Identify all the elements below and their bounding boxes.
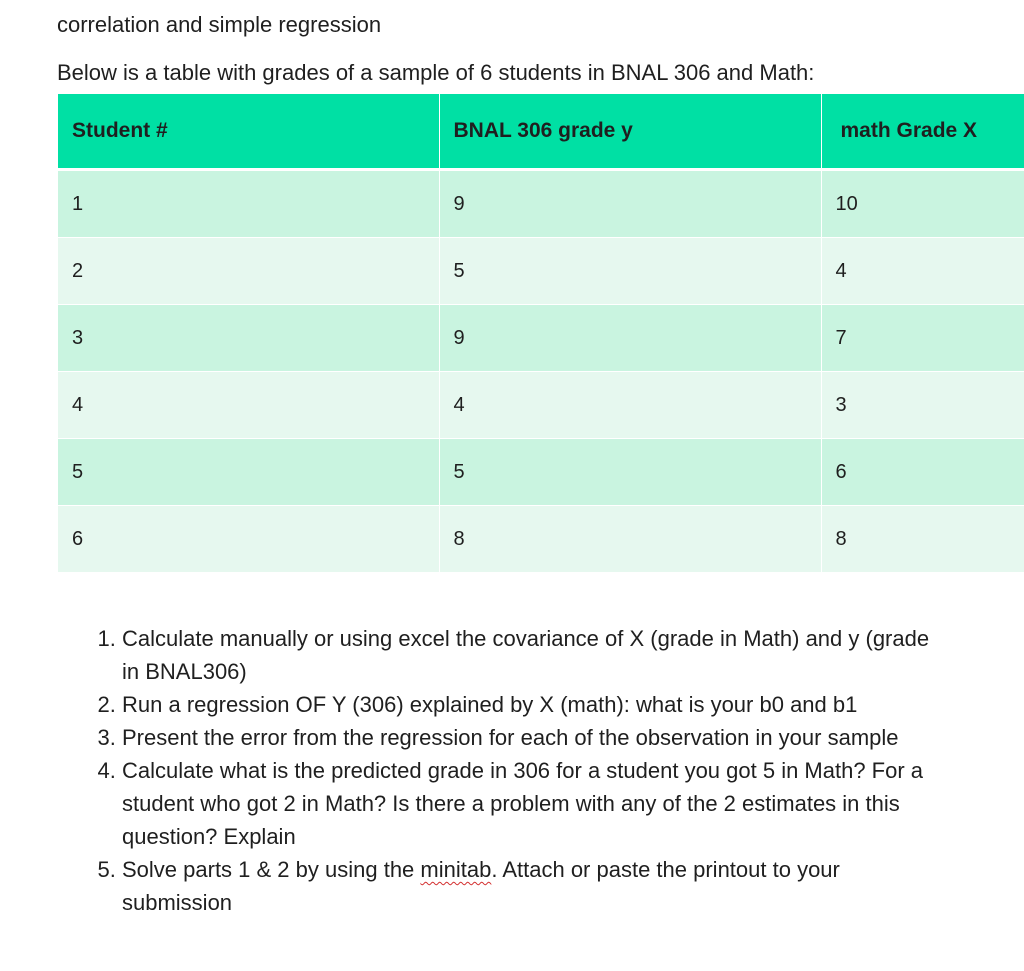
table-row (58, 506, 1024, 573)
cell-bnal-grade: 5 (439, 439, 821, 506)
cell-bnal-grade: 5 (439, 238, 821, 305)
question-item: 4. Calculate what is the predicted grade in 306 for a student you got 5 in Math? For a student who got 2 in Math? Is there a problem with any of the 2 estimates in this question? Explain (122, 754, 942, 853)
cell-student: 4 (58, 372, 439, 439)
cell-math-grade: 8 (821, 506, 1024, 573)
table-row (58, 170, 1024, 238)
table-header-row (58, 94, 1024, 170)
table-row (58, 238, 1024, 305)
header-bnal-grade: BNAL 306 grade y (439, 94, 821, 170)
header-math-grade: math Grade X (821, 94, 1024, 170)
question-item: 2. Run a regression OF Y (306) explained by X (math): what is your b0 and b1 (122, 688, 942, 721)
cell-math-grade: 10 (821, 170, 1024, 238)
cell-bnal-grade: 9 (439, 170, 821, 238)
cell-student: 6 (58, 506, 439, 573)
cell-student: 5 (58, 439, 439, 506)
grades-table (58, 94, 1024, 572)
question-item: 3. Present the error from the regression for each of the observation in your sample (122, 721, 942, 754)
question-item (122, 853, 942, 919)
document-heading: correlation and simple regression (57, 12, 382, 37)
cell-bnal-grade: 9 (439, 305, 821, 372)
cell-student: 3 (58, 305, 439, 372)
cell-math-grade: 4 (821, 238, 1024, 305)
question-text-before: Solve parts 1 & 2 by using the (122, 857, 421, 882)
cell-bnal-grade: 4 (439, 372, 821, 439)
cell-student: 1 (58, 170, 439, 238)
table-row (58, 305, 1024, 372)
table-row (58, 439, 1024, 506)
cell-bnal-grade: 8 (439, 506, 821, 573)
table-intro-text: Below is a table with grades of a sample of 6 students in BNAL 306 and Math: (57, 60, 815, 85)
question-list (86, 622, 942, 919)
header-student-number: Student # (58, 94, 439, 170)
question-text-after: . Attach or paste the printout to your submission (122, 857, 840, 915)
table-row (58, 372, 1024, 439)
cell-math-grade: 6 (821, 439, 1024, 506)
cell-student: 2 (58, 238, 439, 305)
question-item: 1. Calculate manually or using excel the covariance of X (grade in Math) and y (grade in BNAL306) (122, 622, 942, 688)
spellcheck-flagged-word[interactable]: minitab (420, 857, 492, 882)
cell-math-grade: 3 (821, 372, 1024, 439)
cell-math-grade: 7 (821, 305, 1024, 372)
